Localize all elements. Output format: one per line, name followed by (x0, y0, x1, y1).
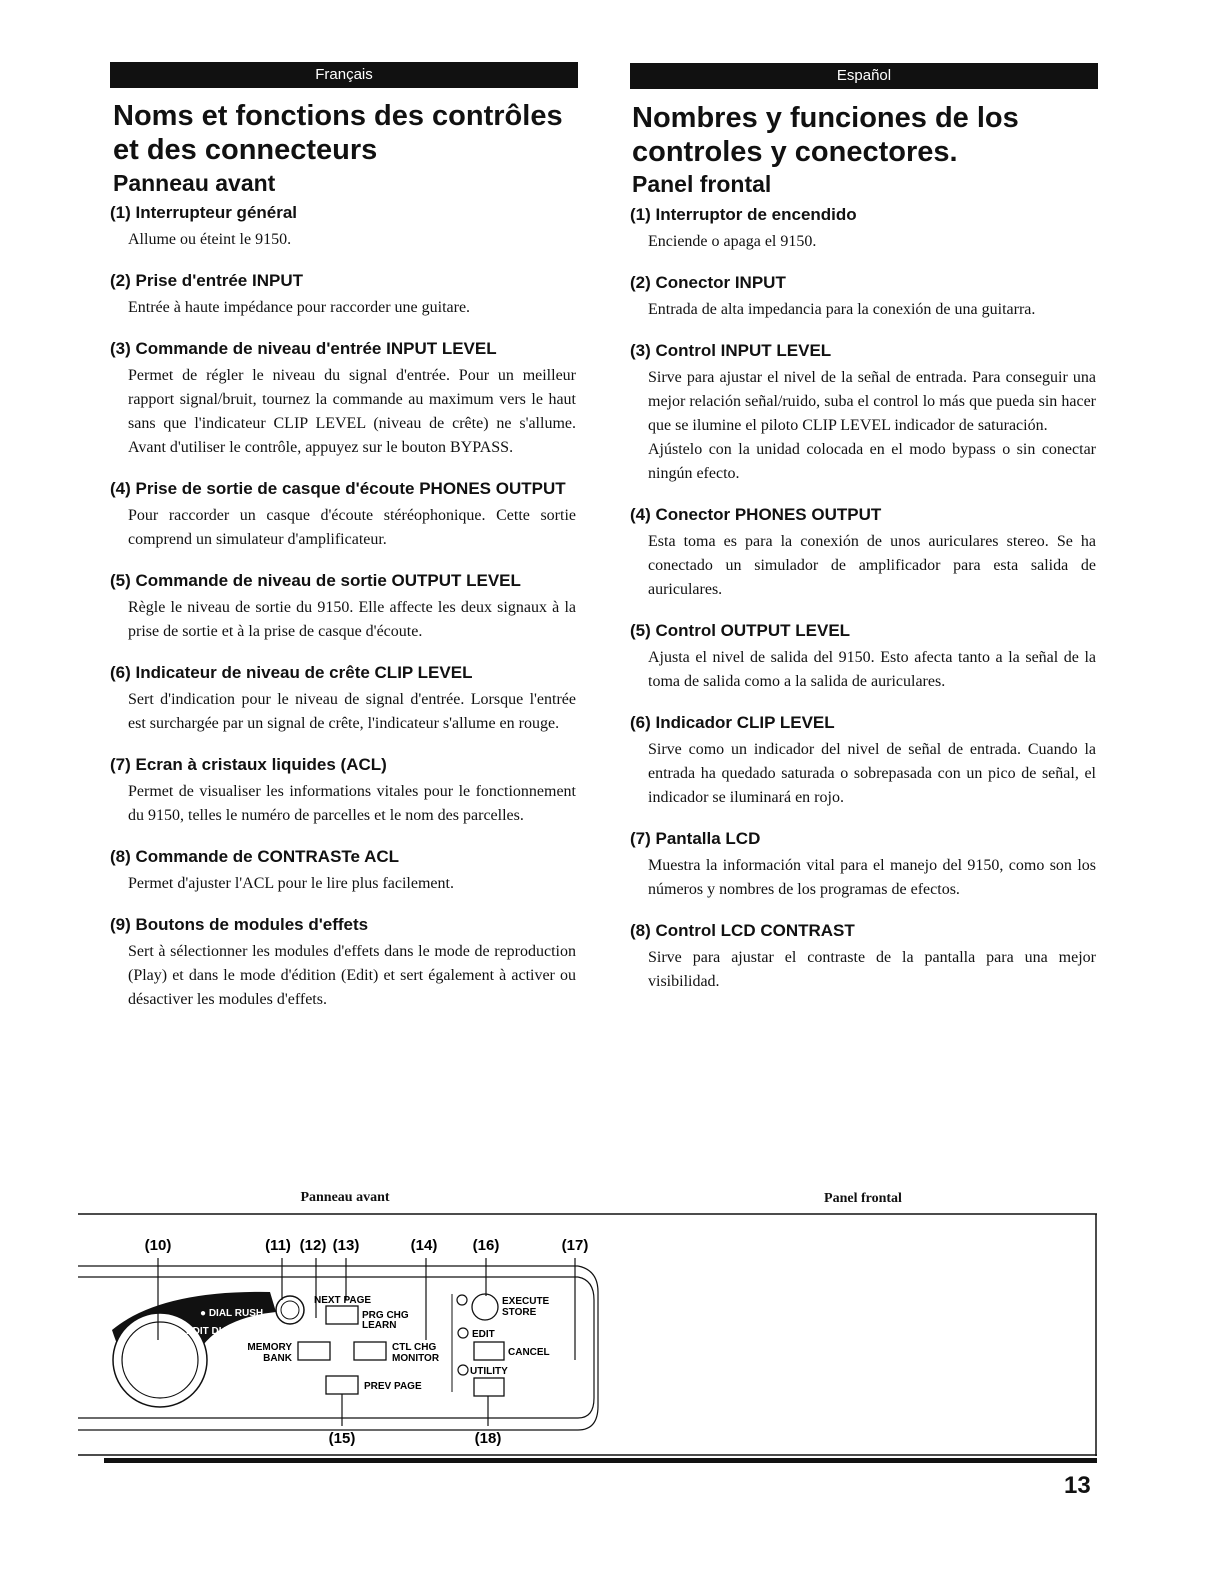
callout-18: (18) (474, 1430, 502, 1447)
label-prg-chg: PRG CHG (362, 1310, 409, 1321)
item-body: Muestra la información vital para el manejo del 9150, como son los números y nombres de los programas de efectos. (648, 857, 1096, 898)
item-title: (6) Indicador CLIP LEVEL (630, 713, 835, 732)
callout-17: (17) (561, 1237, 589, 1254)
item-title: (1) Interrupteur général (110, 203, 298, 222)
item-body: Sirve para ajustar el contraste de la pantalla para una mejor visibilidad. (648, 949, 1096, 990)
item-body: Règle le niveau de sortie du 9150. Elle affecte les deux signaux à la prise de sortie et à la prise de casque d'écoute. (128, 599, 576, 640)
label-execute: EXECUTE (502, 1296, 550, 1307)
item-title: (8) Control LCD CONTRAST (630, 921, 855, 940)
item-title: (4) Conector PHONES OUTPUT (630, 505, 882, 524)
language-bar-french: Français (110, 62, 578, 88)
callout-13: (13) (332, 1237, 360, 1254)
callout-16: (16) (472, 1237, 500, 1254)
item-body: Sert à sélectionner les modules d'effets dans le mode de reproduction (Play) et dans le mode d'édition (Edit) et sert également à activer ou désactiver les modules d'effets. (128, 943, 576, 1008)
item-title: (2) Prise d'entrée INPUT (110, 271, 303, 290)
label-bank: BANK (263, 1353, 292, 1364)
language-bar-spanish: Español (630, 63, 1098, 89)
label-monitor: MONITOR (392, 1353, 440, 1364)
item-title: (3) Commande de niveau d'entrée INPUT LEVEL (110, 339, 497, 358)
item-title: (4) Prise de sortie de casque d'écoute PHONES OUTPUT (110, 479, 566, 498)
label-learn: LEARN (362, 1320, 397, 1331)
callout-12: (12) (299, 1237, 327, 1254)
section-title-french: Panneau avant (113, 170, 276, 196)
label-cancel: CANCEL (508, 1347, 550, 1358)
item-title: (1) Interruptor de encendido (630, 205, 857, 224)
item-title: (7) Ecran à cristaux liquides (ACL) (110, 755, 387, 774)
label-next-page: NEXT PAGE (314, 1295, 372, 1306)
callout-14: (14) (410, 1237, 438, 1254)
label-utility: UTILITY (470, 1366, 508, 1377)
page-title-spanish: Nombres y funciones de los controles y conectores. (632, 102, 1019, 168)
label-edit-dial: EDIT DIAL (186, 1326, 235, 1337)
item-body-extra: Ajústelo con la unidad colocada en el modo bypass o sin conectar ningún efecto. (648, 441, 1096, 482)
label-memory: MEMORY (247, 1342, 292, 1353)
label-ctl-chg: CTL CHG (392, 1342, 437, 1353)
item-title: (5) Commande de niveau de sortie OUTPUT LEVEL (110, 571, 521, 590)
item-body: Entrada de alta impedancia para la conexión de una guitarra. (648, 301, 1036, 318)
label-edit: EDIT (472, 1329, 495, 1340)
item-title: (7) Pantalla LCD (630, 829, 761, 848)
item-title: (3) Control INPUT LEVEL (630, 341, 832, 360)
item-title: (2) Conector INPUT (630, 273, 786, 292)
page-number: 13 (1064, 1472, 1091, 1499)
page-title-french: Noms et fonctions des contrôles et des connecteurs (113, 100, 563, 166)
item-title: (9) Boutons de modules d'effets (110, 915, 369, 934)
callout-10: (10) (144, 1237, 172, 1254)
item-body: Esta toma es para la conexión de unos auriculares stereo. Se ha conectado un simulador de amplificador para esta salida de auriculares. (648, 533, 1096, 598)
diagram-caption-french: Panneau avant (300, 1190, 390, 1205)
item-title: (5) Control OUTPUT LEVEL (630, 621, 851, 640)
item-body: Enciende o apaga el 9150. (648, 233, 817, 250)
diagram-caption-spanish: Panel frontal (824, 1191, 902, 1206)
label-dial-rush: ● DIAL RUSH (200, 1308, 264, 1319)
item-title: (8) Commande de CONTRASTe ACL (110, 847, 400, 866)
item-title: (6) Indicateur de niveau de crête CLIP LEVEL (110, 663, 473, 682)
label-prev-page: PREV PAGE (364, 1381, 422, 1392)
item-body: Ajusta el nivel de salida del 9150. Esto afecta tanto a la señal de la toma de salida como a la salida de auriculares. (648, 649, 1096, 690)
callout-15: (15) (328, 1430, 356, 1447)
item-body: Permet d'ajuster l'ACL pour le lire plus facilement. (128, 875, 454, 892)
callout-11: (11) (265, 1237, 291, 1254)
item-body: Sirve como un indicador del nivel de señal de entrada. Cuando la entrada ha quedado saturada o sobrepasada con un pico de señal, el indicador se iluminará en rojo. (648, 741, 1096, 806)
item-body: Entrée à haute impédance pour raccorder une guitare. (128, 299, 471, 316)
item-body: Permet de visualiser les informations vitales pour le fonctionnement du 9150, telles le numéro de parcelles et le nom des parcelles. (128, 783, 576, 824)
item-body: Permet de régler le niveau du signal d'entrée. Pour un meilleur rapport signal/bruit, tournez la commande au maximum vers le haut sans que l'indicateur CLIP LEVEL (niveau de crête) ne s'allume. Avant d'utiliser le contrôle, appuyez sur le bouton BYPASS. (128, 367, 576, 456)
item-body: Sirve para ajustar el nivel de la señal de entrada. Para conseguir una mejor relación señal/ruido, suba el control lo más que pueda sin hacer que se ilumine el piloto CLIP LEVEL indicador de saturación. (648, 369, 1096, 434)
item-body: Allume ou éteint le 9150. (128, 231, 292, 248)
item-body: Sert d'indication pour le niveau de signal d'entrée. Lorsque l'entrée est surchargée par un signal de crête, l'indicateur s'allume en rouge. (128, 691, 576, 732)
item-body: Pour raccorder un casque d'écoute stéréophonique. Cette sortie comprend un simulateur d'amplificateur. (128, 507, 576, 548)
section-title-spanish: Panel frontal (632, 171, 772, 197)
label-store: STORE (502, 1307, 537, 1318)
